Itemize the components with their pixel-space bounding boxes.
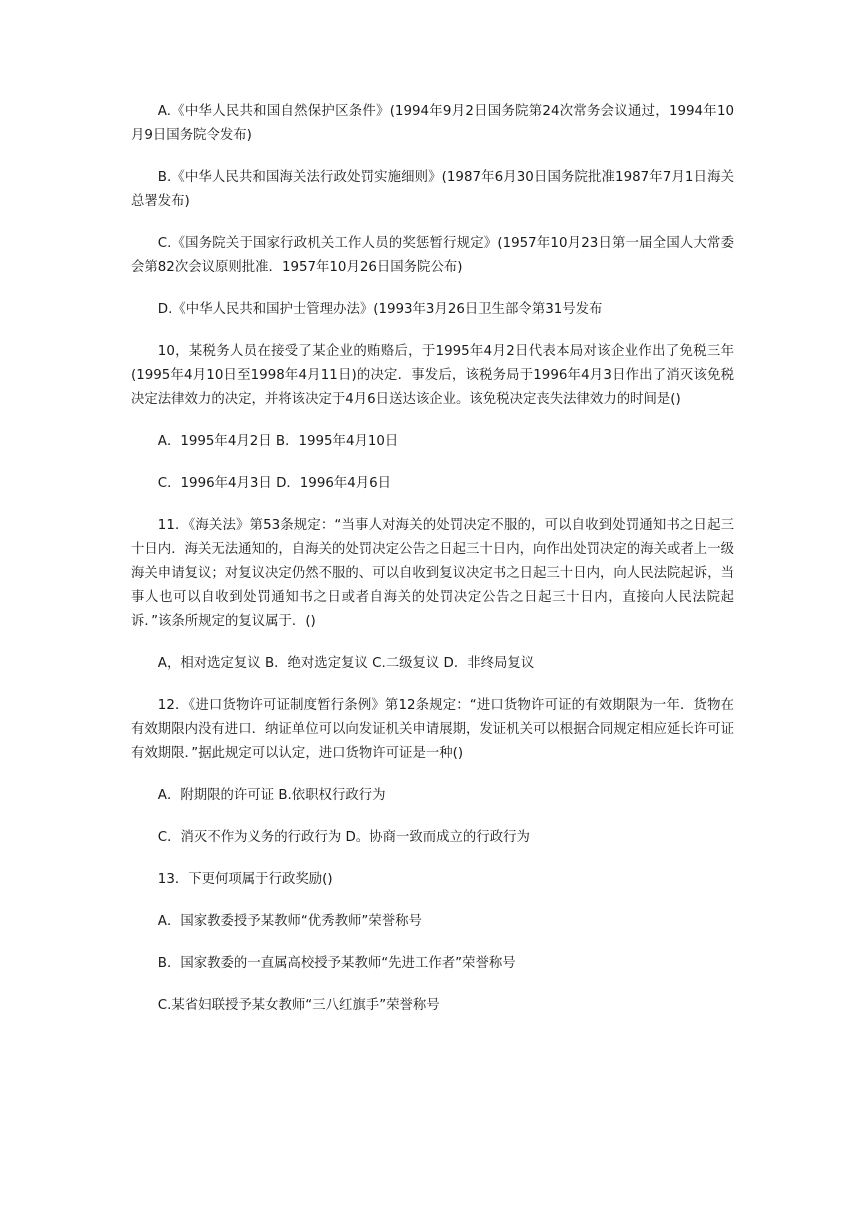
question-12-options-ab: A．附期限的许可证 B.依职权行政行为 bbox=[157, 788, 386, 803]
question-10-options-cd: C．1996年4月3日 D．1996年4月6日 bbox=[157, 476, 392, 491]
question-13-option-b: B．国家教委的一直属高校授予某教师“先进工作者”荣誉称号 bbox=[157, 956, 516, 971]
question-13-option-c: C.某省妇联授予某女教师“三八红旗手”荣誉称号 bbox=[157, 998, 440, 1013]
question-11-options: A，相对选定复议 B．绝对选定复议 C.二级复议 D．非终局复议 bbox=[157, 656, 535, 671]
question-12-options-cd: C．消灭不作为义务的行政行为 D。协商一致而成立的行政行为 bbox=[157, 830, 530, 845]
option-b-customs-penalty-rules: B.《中华人民共和国海关法行政处罚实施细则》(1987年6月30日国务院批准1987年7月1日海关总署发布) bbox=[131, 170, 734, 209]
question-10: 10，某税务人员在接受了某企业的贿赂后，于1995年4月2日代表本局对该企业作出了免税三年(1995年4月10日至1998年4月11日)的决定．事发后，该税务局于1996年4月3日作出了消灭该免税决定法律效力的决定，并将该决定于4月6日送达该企业。该免税决定丧失法律效力的时间是() bbox=[131, 344, 734, 407]
option-a-nature-reserve-regulation: A.《中华人民共和国自然保护区条件》(1994年9月2日国务院第24次常务会议通过，1994年10月9日国务院令发布) bbox=[131, 104, 734, 143]
document-body bbox=[131, 100, 734, 1036]
question-10-options-ab: A．1995年4月2日 B．1995年4月10日 bbox=[157, 434, 399, 449]
question-11: 11．《海关法》第53条规定：“当事人对海关的处罚决定不服的，可以自收到处罚通知书之日起三十日内．海关无法通知的，自海关的处罚决定公告之日起三十日内，向作出处罚决定的海关或者上一级海关申请复议；对复议决定仍然不服的、可以自收到复议决定书之日起三十日内，向人民法院起诉，当事人也可以自收到处罚通知书之日或者自海关的处罚决定公告之日起三十日内，直接向人民法院起诉．”该条所规定的复议属于．() bbox=[131, 518, 734, 629]
question-13: 13．下更何项属于行政奖励() bbox=[157, 872, 333, 887]
option-c-reward-punishment-provisions: C.《国务院关于国家行政机关工作人员的奖惩暂行规定》(1957年10月23日第一届全国人大常委会第82次会议原则批准．1957年10月26日国务院公布) bbox=[131, 236, 734, 275]
question-13-option-a: A．国家教委授予某教师“优秀教师”荣誉称号 bbox=[157, 914, 422, 929]
option-d-nurse-management-measures: D.《中华人民共和国护士管理办法》(1993年3月26日卫生部令第31号发布 bbox=[157, 302, 603, 317]
question-12: 12．《进口货物许可证制度暂行条例》第12条规定：“进口货物许可证的有效期限为一年．货物在有效期限内没有进口．纳证单位可以向发证机关申请展期，发证机关可以根据合同规定相应延长许可证有效期限．”据此规定可以认定，进口货物许可证是一种() bbox=[131, 698, 734, 761]
